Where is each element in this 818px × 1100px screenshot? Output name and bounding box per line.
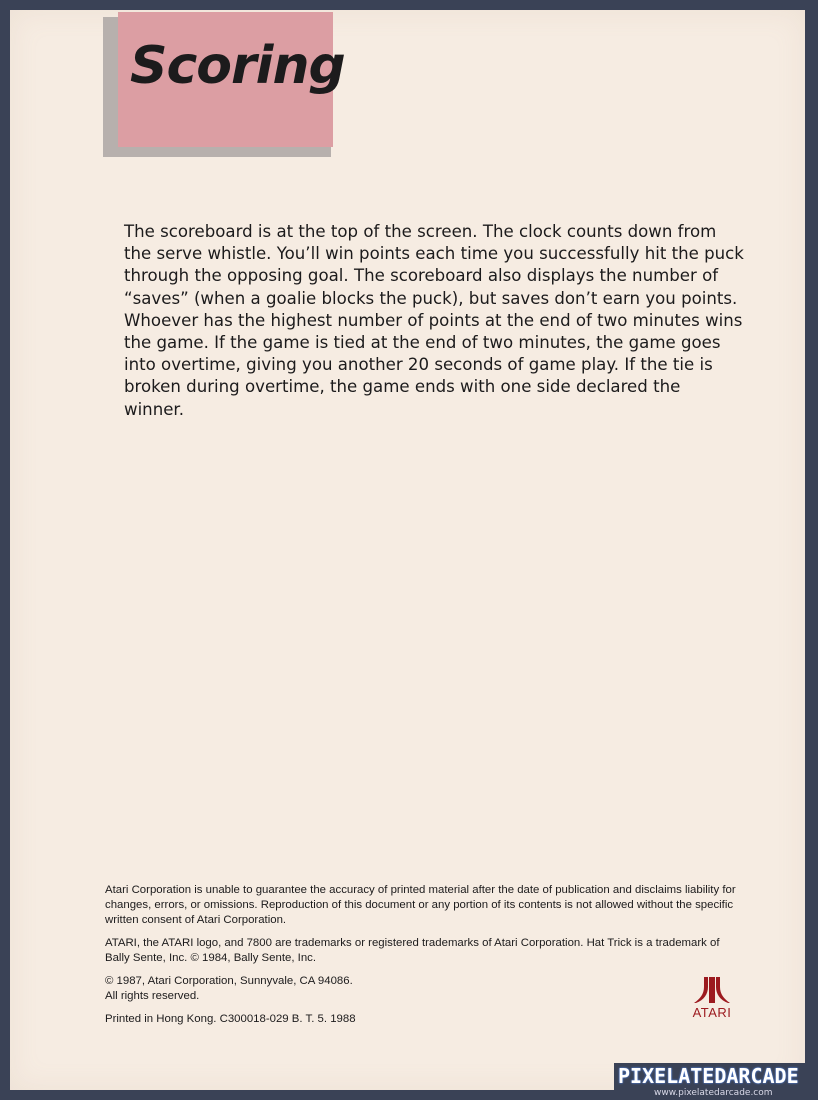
printed-info: Printed in Hong Kong. C300018-029 B. T. 5. 1988 <box>105 1013 356 1025</box>
legal-notice <box>105 883 745 1035</box>
watermark-url: www.pixelatedarcade.com <box>654 1088 773 1098</box>
trademark-text: ATARI, the ATARI logo, and 7800 are trademarks or registered trademarks of Atari Corporation. Hat Trick is a trademark of Bally Sente, Inc. © 1984, Bally Sente, Inc. <box>105 937 720 964</box>
copyright-text <box>105 974 745 1004</box>
watermark-title: PIXELATEDARCADE <box>618 1064 799 1088</box>
scoring-paragraph: The scoreboard is at the top of the screen. The clock counts down from the serve whistle. You’ll win points each time you successfully hit the puck through the opposing goal. The scoreboard also displays the number of “saves” (when a goalie blocks the puck), but saves don’t earn you points. Whoever has the highest number of points at the end of two minutes wins the game. If the game is tied at the end of two minutes, the game goes into overtime, giving you another 20 seconds of game play. If the tie is broken during overtime, the game ends with one side declared the winner. <box>124 222 744 419</box>
disclaimer-text: Atari Corporation is unable to guarantee the accuracy of printed material after the date of publication and disclaims liability for changes, errors, or omissions. Reproduction of this document or any portion of its contents is not allowed without the specific written consent of Atari Corporation. <box>105 884 736 926</box>
atari-logo-text: ATARI <box>692 1005 732 1020</box>
copyright-line-1: © 1987, Atari Corporation, Sunnyvale, CA 94086. <box>105 975 353 987</box>
copyright-line-2: All rights reserved. <box>105 990 200 1002</box>
page-title: Scoring <box>130 36 345 96</box>
